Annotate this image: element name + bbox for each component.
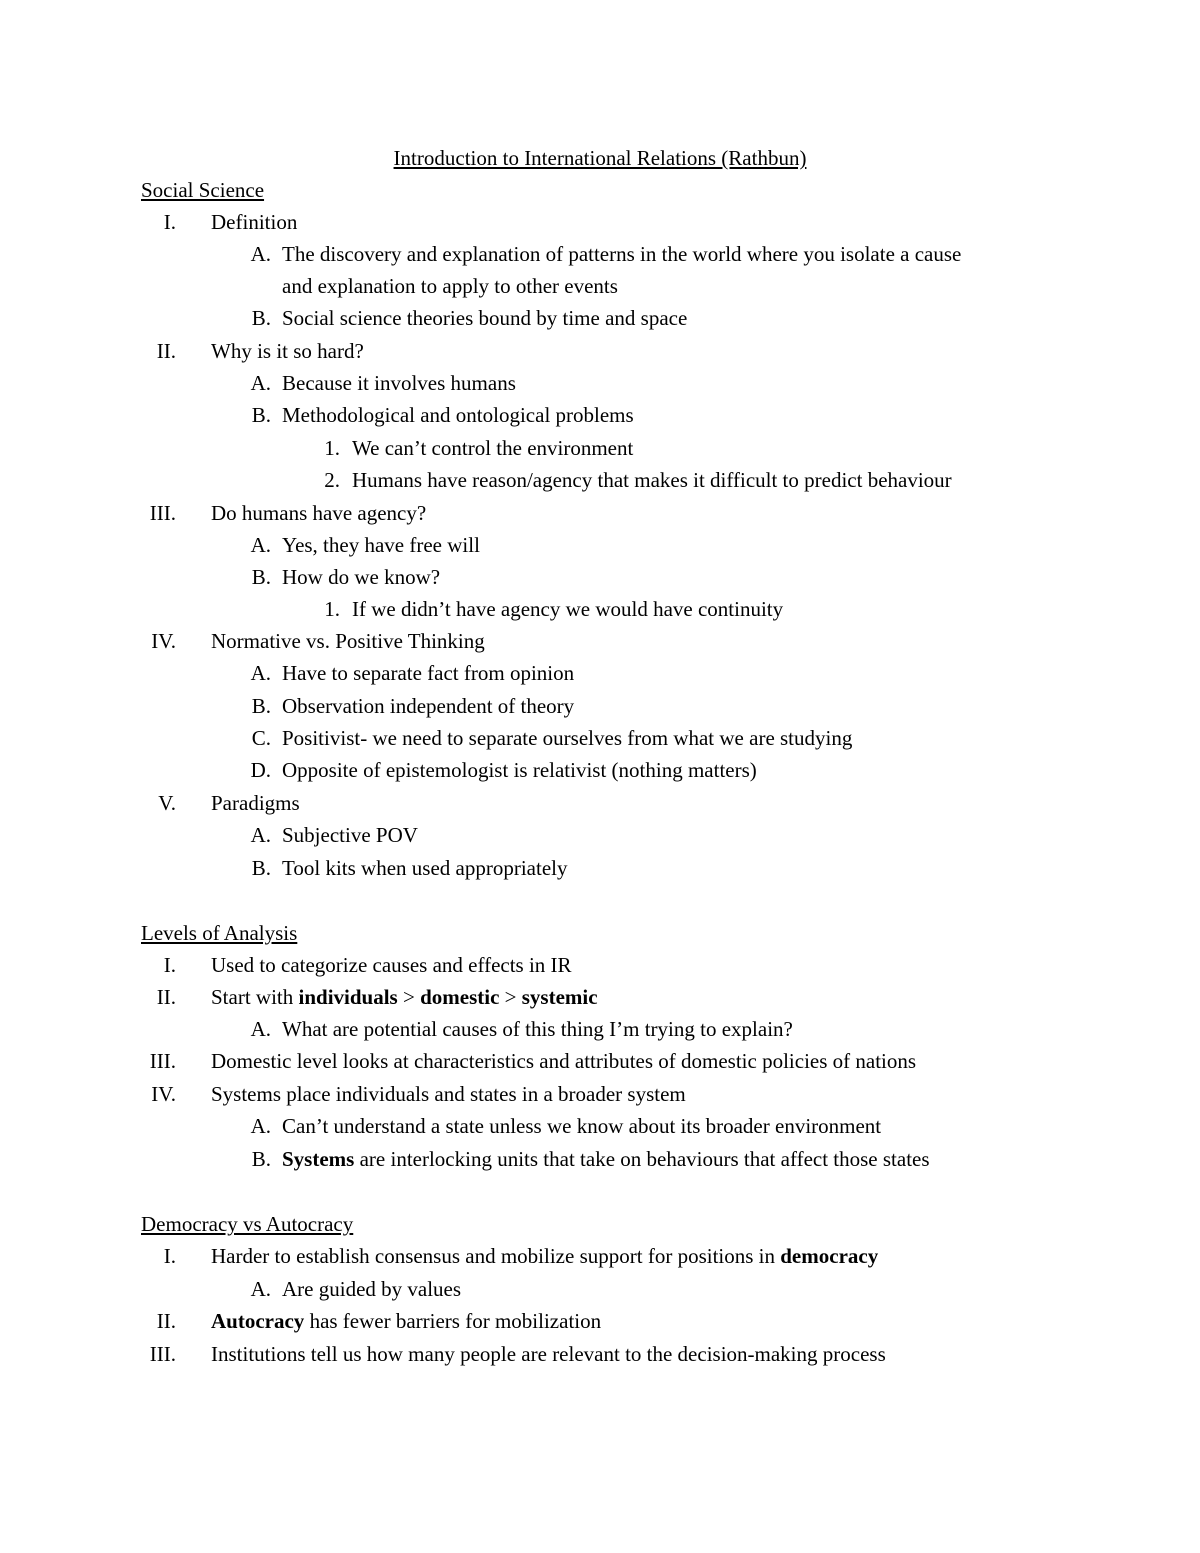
outline-marker: C. bbox=[251, 726, 271, 750]
outline-text: Domestic level looks at characteristics and attributes of domestic policies of nations bbox=[211, 1049, 917, 1073]
outline-text: Positivist- we need to separate ourselves from what we are studying bbox=[282, 726, 853, 750]
outline-item bbox=[0, 529, 1200, 561]
outline-text: Subjective POV bbox=[282, 823, 418, 847]
outline-text: Because it involves humans bbox=[282, 371, 516, 395]
outline-text: If we didn’t have agency we would have continuity bbox=[352, 597, 784, 621]
outline-text: Opposite of epistemologist is relativist (nothing matters) bbox=[282, 758, 757, 782]
outline-marker: B. bbox=[251, 1147, 271, 1171]
outline-text: What are potential causes of this thing I’m trying to explain? bbox=[282, 1017, 793, 1041]
outline-text: Normative vs. Positive Thinking bbox=[211, 629, 485, 653]
outline-marker: B. bbox=[251, 856, 271, 880]
outline-marker: III. bbox=[149, 501, 176, 525]
outline-text: Institutions tell us how many people are relevant to the decision-making process bbox=[211, 1342, 886, 1366]
outline-marker: A. bbox=[250, 1114, 271, 1138]
bold-term: democracy bbox=[780, 1244, 879, 1268]
outline-text: Yes, they have free will bbox=[282, 533, 480, 557]
outline-marker: I. bbox=[163, 1244, 176, 1268]
outline-marker: A. bbox=[250, 1017, 271, 1041]
outline-marker: IV. bbox=[151, 629, 176, 653]
outline-marker: 2. bbox=[324, 468, 340, 492]
document-title: Introduction to International Relations (Rathbun) bbox=[393, 146, 807, 170]
text-run: Harder to establish consensus and mobilize support for positions in bbox=[211, 1244, 781, 1268]
bold-term: systemic bbox=[521, 985, 598, 1009]
outline-item bbox=[0, 432, 1200, 464]
outline-item bbox=[0, 1143, 1200, 1175]
outline-text bbox=[211, 1240, 878, 1272]
outline-marker: V. bbox=[158, 791, 176, 815]
outline-item bbox=[0, 819, 1200, 851]
section-heading: Levels of Analysis bbox=[141, 921, 298, 945]
outline-item bbox=[0, 690, 1200, 722]
section-heading: Democracy vs Autocracy bbox=[141, 1212, 354, 1236]
outline-marker: III. bbox=[149, 1342, 176, 1366]
outline-marker: III. bbox=[149, 1049, 176, 1073]
text-run: are interlocking units that take on behaviours that affect those states bbox=[354, 1147, 930, 1171]
outline-marker: A. bbox=[250, 242, 271, 266]
outline-item bbox=[0, 1338, 1200, 1370]
outline-marker: B. bbox=[251, 565, 271, 589]
outline-item bbox=[0, 1273, 1200, 1305]
outline-text bbox=[211, 1305, 601, 1337]
outline-marker: II. bbox=[156, 339, 176, 363]
outline-text: The discovery and explanation of patterns in the world where you isolate a cause bbox=[282, 242, 962, 266]
outline-marker: B. bbox=[251, 403, 271, 427]
outline-marker: I. bbox=[163, 953, 176, 977]
outline-marker: I. bbox=[163, 210, 176, 234]
outline-item bbox=[0, 1110, 1200, 1142]
outline-item bbox=[0, 981, 1200, 1013]
outline-item bbox=[0, 657, 1200, 689]
outline-item bbox=[0, 625, 1200, 657]
outline-item bbox=[0, 238, 1200, 270]
outline-item bbox=[0, 722, 1200, 754]
text-run: has fewer barriers for mobilization bbox=[304, 1309, 602, 1333]
outline-text: How do we know? bbox=[282, 565, 441, 589]
outline-marker: II. bbox=[156, 985, 176, 1009]
outline-marker: 1. bbox=[324, 597, 340, 621]
outline-item bbox=[0, 949, 1200, 981]
outline-marker: B. bbox=[251, 694, 271, 718]
outline-text: Humans have reason/agency that makes it difficult to predict behaviour bbox=[352, 468, 952, 492]
outline-item bbox=[0, 367, 1200, 399]
outline-item bbox=[0, 852, 1200, 884]
outline-text: We can’t control the environment bbox=[352, 436, 634, 460]
outline-item bbox=[0, 1045, 1200, 1077]
section-heading-line bbox=[0, 917, 1200, 949]
outline-text: Can’t understand a state unless we know about its broader environment bbox=[282, 1114, 882, 1138]
section-heading-line bbox=[0, 174, 1200, 206]
outline-item bbox=[0, 497, 1200, 529]
outline-marker: A. bbox=[250, 661, 271, 685]
outline-item bbox=[0, 206, 1200, 238]
outline-text: and explanation to apply to other events bbox=[282, 274, 618, 298]
text-run: > bbox=[499, 985, 522, 1009]
section-heading: Social Science bbox=[141, 178, 265, 202]
outline-item-continuation bbox=[0, 270, 1200, 302]
outline-text: Definition bbox=[211, 210, 298, 234]
outline-text: Used to categorize causes and effects in IR bbox=[211, 953, 572, 977]
outline-item bbox=[0, 787, 1200, 819]
outline-item bbox=[0, 593, 1200, 625]
outline-text bbox=[211, 981, 598, 1013]
outline-text: Tool kits when used appropriately bbox=[282, 856, 568, 880]
outline-text: Systems place individuals and states in a broader system bbox=[211, 1082, 686, 1106]
outline-text: Do humans have agency? bbox=[211, 501, 427, 525]
outline-item bbox=[0, 399, 1200, 431]
outline-item bbox=[0, 1240, 1200, 1272]
outline-text bbox=[282, 1143, 930, 1175]
bold-term: domestic bbox=[420, 985, 500, 1009]
outline-text: Paradigms bbox=[211, 791, 300, 815]
outline-text: Have to separate fact from opinion bbox=[282, 661, 575, 685]
outline-item bbox=[0, 1305, 1200, 1337]
outline-marker: IV. bbox=[151, 1082, 176, 1106]
outline-text: Methodological and ontological problems bbox=[282, 403, 634, 427]
outline-text: Observation independent of theory bbox=[282, 694, 575, 718]
outline-marker: A. bbox=[250, 533, 271, 557]
section-heading-line bbox=[0, 1208, 1200, 1240]
bold-term: Systems bbox=[282, 1147, 355, 1171]
text-run: > bbox=[397, 985, 421, 1009]
outline-item bbox=[0, 754, 1200, 786]
outline-item bbox=[0, 464, 1200, 496]
outline-marker: II. bbox=[156, 1309, 176, 1333]
outline-marker: A. bbox=[250, 823, 271, 847]
bold-term: individuals bbox=[298, 985, 398, 1009]
bold-term: Autocracy bbox=[211, 1309, 305, 1333]
outline-marker: D. bbox=[250, 758, 271, 782]
outline-text: Why is it so hard? bbox=[211, 339, 364, 363]
outline-item bbox=[0, 1013, 1200, 1045]
outline-marker: B. bbox=[251, 306, 271, 330]
outline-marker: A. bbox=[250, 371, 271, 395]
outline-item bbox=[0, 1078, 1200, 1110]
outline-text: Are guided by values bbox=[282, 1277, 462, 1301]
outline-item bbox=[0, 561, 1200, 593]
text-run: Start with bbox=[211, 985, 299, 1009]
outline-marker: 1. bbox=[324, 436, 340, 460]
outline-marker: A. bbox=[250, 1277, 271, 1301]
outline-text: Social science theories bound by time and space bbox=[282, 306, 688, 330]
outline-item bbox=[0, 302, 1200, 334]
outline-item bbox=[0, 335, 1200, 367]
